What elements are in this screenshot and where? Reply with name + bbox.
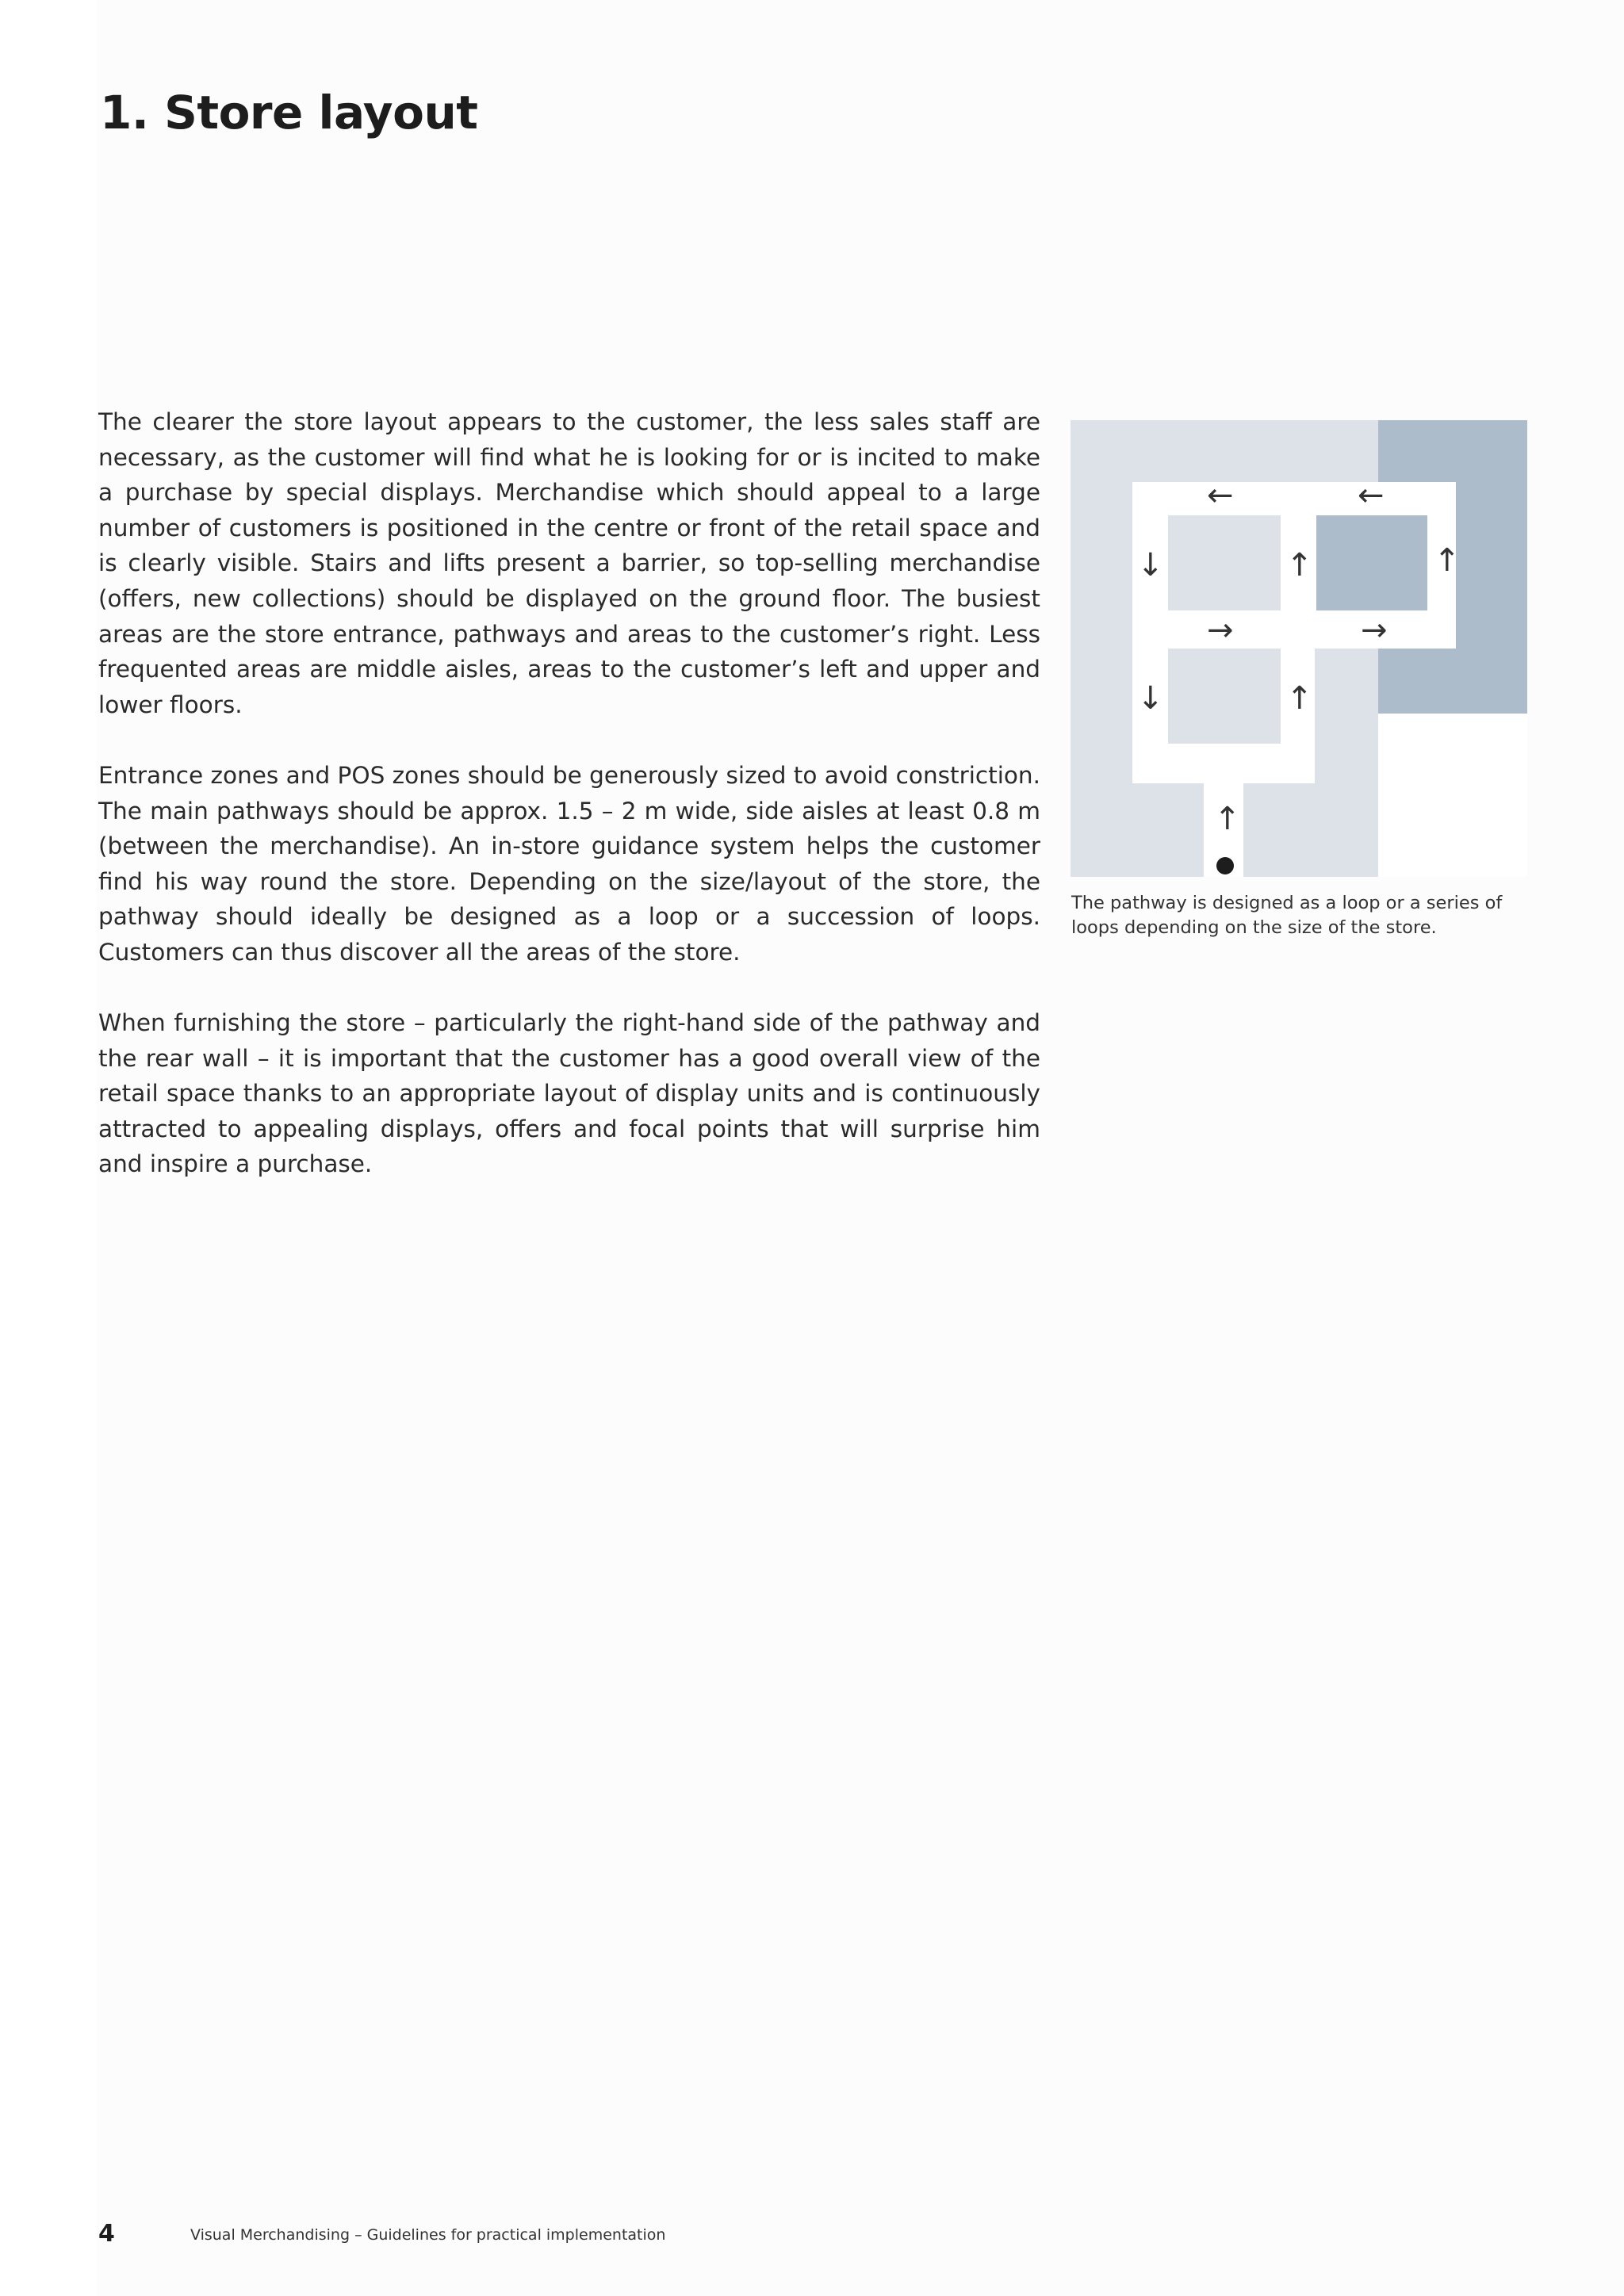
page-number: 4: [98, 2220, 115, 2248]
display-unit-2: [1168, 649, 1281, 744]
arrow-up-icon: ↑: [1214, 801, 1241, 837]
page-margin: [0, 0, 97, 2296]
paragraph-1: The clearer the store layout appears to the customer, the less sales staff are necessary, as the customer will find what he is looking for or is incited to make a purchase by special displays. Merchandise which should appeal to a large number of customers is positioned in the centre or front of the retail space and is clearly visible. Stairs and lifts present a barrier, so top-selling merchandise (offers, new collections) should be displayed on the ground floor. The busiest areas are the store entrance, pathways and areas to the customer’s right. Less frequented areas are middle aisles, areas to the customer’s left and upper and lower floors.: [98, 408, 1040, 718]
figure-caption: The pathway is designed as a loop or a series of loops depending on the size of the store.: [1071, 893, 1503, 938]
arrow-right-icon: →: [1361, 612, 1388, 649]
rear-zone-lower-white: [1378, 714, 1527, 877]
arrow-right-icon: →: [1207, 612, 1234, 649]
paragraph-3: When furnishing the store – particularly the right-hand side of the pathway and the rear wall – it is important that the customer has a good overall view of the retail space thanks to an appropriate layout of display units and is continuously attracted to appealing displays, offers and focal points that will surprise him and inspire a purchase.: [98, 1009, 1040, 1178]
arrow-up-icon: ↑: [1286, 680, 1313, 717]
arrow-left-icon: ←: [1207, 477, 1234, 514]
arrow-left-icon: ←: [1358, 477, 1385, 514]
display-unit-1: [1168, 515, 1281, 610]
entrance-dot-icon: [1216, 857, 1234, 874]
arrow-up-icon: ↑: [1286, 547, 1313, 584]
body-text: [98, 404, 1040, 1218]
arrow-up-icon: ↑: [1434, 542, 1461, 579]
arrow-down-icon: ↓: [1137, 547, 1164, 584]
display-unit-3: [1316, 515, 1427, 610]
store-layout-diagram: [1071, 420, 1527, 877]
store-layout-svg: [1071, 420, 1527, 877]
paragraph-2: Entrance zones and POS zones should be generously sized to avoid constriction. The main pathways should be approx. 1.5 – 2 m wide, side aisles at least 0.8 m (between the merchandise). An in-store guidance system helps the customer find his way round the store. Depending on the size/layout of the store, the pathway should ideally be designed as a loop or a succession of loops. Customers can thus discover all the areas of the store.: [98, 761, 1041, 966]
running-title: Visual Merchandising – Guidelines for practical implementation: [190, 2226, 666, 2244]
page-title: 1. Store layout: [100, 86, 478, 140]
arrow-down-icon: ↓: [1137, 680, 1164, 717]
